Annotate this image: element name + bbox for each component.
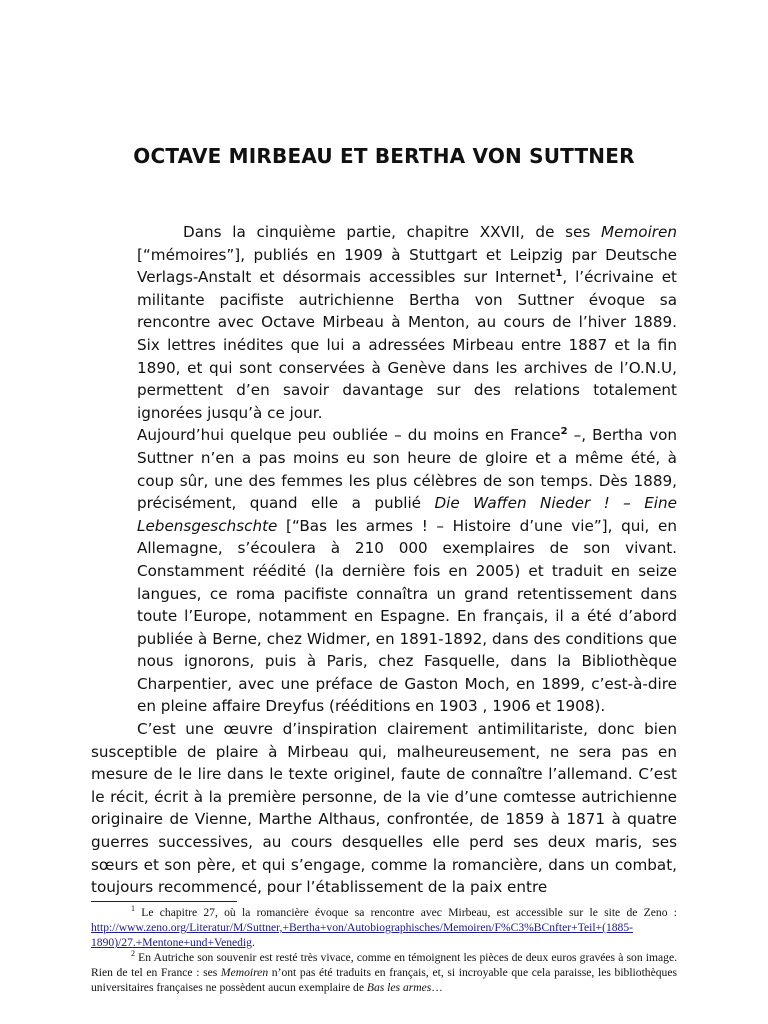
footnote-number-1: 1 bbox=[131, 904, 135, 914]
footnote-separator bbox=[91, 901, 237, 902]
footnotes bbox=[91, 905, 677, 995]
footnote-1: $^1$ Le chapitre 27, où la romancière évoque sa rencontre avec Mirbeau, est accessible sur le site de Zeno : http://www.zeno.org/Literatur/M/Suttner,+Bertha+von/Autobiographisches/Memoiren/F%C3%BCnfter+Teil+(1885-1890)/27.+Mentone+und+Venedig. bbox=[91, 904, 677, 949]
work-title-memoiren: Memoiren bbox=[601, 223, 677, 241]
paragraph-suttner-fame: Aujourd’hui quelque peu oubliée – du moins en France$^2$ –, Bertha von Suttner n’en a pas moins eu son heure de gloire et a même été, à coup sûr, une des femmes les plus célèbres de son temps. Dès 1889, précisément, quand elle a publié Die Waffen Nieder ! – Eine Lebensgeschschte [“Bas les armes ! – Histoire d’une vie”], qui, en Allemagne, s’écoulera à 210 000 exemplaires de son vivant. Constamment réédité (la dernière fois en 2005) et traduit en seize langues, ce roma pacifiste connaîtra un grand retentissement dans toute l’Europe, notamment en Espagne. En français, il a été d’abord publiée à Berne, chez Widmer, en 1891-1892, dans des conditions que nous ignorons, puis à Paris, chez Fasquelle, dans la Bibliothèque Charpentier, avec une préface de Gaston Moch, en 1899, c’est-à-dire en pleine affaire Dreyfus (rééditions en 1903 , 1906 et 1908). bbox=[137, 426, 677, 716]
page-title: OCTAVE MIRBEAU ET BERTHA VON SUTTNER bbox=[133, 144, 635, 168]
footnote-ref-1[interactable]: 1 bbox=[555, 268, 563, 280]
footnote-number-2: 2 bbox=[131, 949, 135, 959]
zeno-link[interactable]: http://www.zeno.org/Literatur/M/Suttner,+Bertha+von/Autobiographisches/Memoiren/F%C3%BCnfter+Teil+(1885-1890)/27.+Mentone+und+Venedig bbox=[91, 921, 633, 949]
footnote-2: $^2$ En Autriche son souvenir est resté très vivace, comme en témoignent les pièces de deux euros gravées à son image. Rien de tel en France : ses Memoiren n’ont pas été traduits en français, et, si incroyable que cela paraisse, les bibliothèques universitaires françaises ne possèdent aucun exemplaire de Bas les armes… bbox=[91, 949, 677, 994]
paragraph-intro: Dans la cinquième partie, chapitre XXVII, de ses Memoiren [“mémoires”], publiés en 1909 à Stuttgart et Leipzig par Deutsche Verlags-Anstalt et désormais accessibles sur Internet$^1$, l’écrivaine et militante pacifiste autrichienne Bertha von Suttner évoque sa rencontre avec Octave Mirbeau à Menton, au cours de l’hiver 1889. Six lettres inédites que lui a adressées Mirbeau entre 1887 et la fin 1890, et qui sont conservées à Genève dans les archives de l’O.N.U, permettent d’en savoir davantage sur des relations totalement ignorées jusqu’à ce jour. bbox=[137, 223, 677, 422]
work-title-die-waffen-nieder: Die Waffen Nieder ! – Eine Lebensgeschschte bbox=[137, 494, 677, 535]
footnote-ref-2[interactable]: 2 bbox=[560, 426, 568, 438]
article-body bbox=[91, 221, 677, 899]
paragraph-antimilitarist: C’est une œuvre d’inspiration clairement antimilitariste, donc bien susceptible de plaire à Mirbeau qui, malheureusement, ne sera pas en mesure de le lire dans le texte originel, faute de connaître l’allemand. C’est le récit, écrit à la première personne, de la vie d’une comtesse autrichienne originaire de Vienne, Marthe Althaus, confrontée, de 1859 à 1871 à quatre guerres successives, au cours desquelles elle perd ses deux maris, ses sœurs et son père, et qui s’engage, comme la romancière, dans un combat, toujours recommencé, pour l’établissement de la paix entre bbox=[91, 720, 677, 897]
